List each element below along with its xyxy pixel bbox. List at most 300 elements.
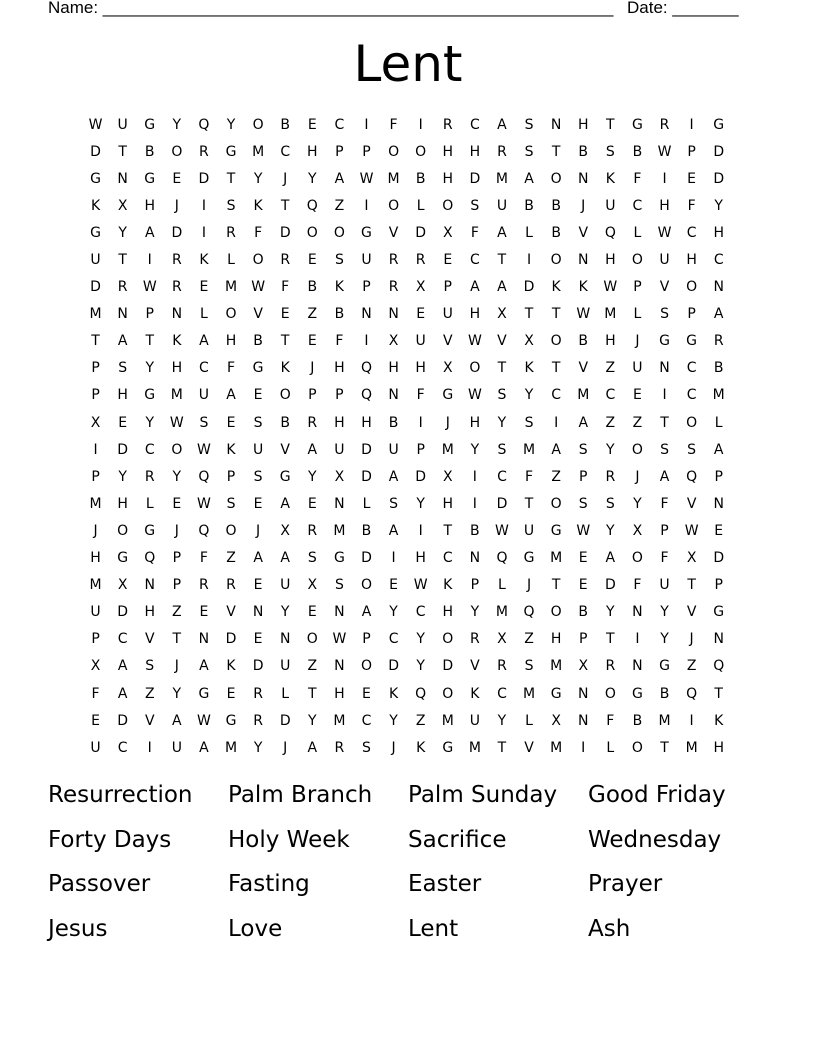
grid-letter: K	[199, 252, 209, 269]
grid-letter: J	[256, 522, 261, 539]
grid-letter: C	[415, 604, 426, 621]
date-field-label: Date: _______	[627, 0, 739, 17]
grid-letter: L	[633, 306, 642, 323]
grid-letter: W	[576, 306, 591, 323]
grid-letter: Q	[686, 468, 698, 485]
grid-letter: S	[253, 414, 263, 431]
grid-letter: T	[443, 522, 453, 539]
word-bank-item: Palm Branch	[228, 782, 373, 808]
grid-letter: Q	[604, 224, 616, 241]
grid-letter: D	[713, 170, 725, 187]
grid-letter: M	[441, 441, 454, 458]
grid-letter: L	[145, 495, 154, 512]
grid-letter: D	[198, 170, 210, 187]
grid-letter: C	[632, 197, 643, 214]
grid-letter: D	[171, 224, 183, 241]
grid-letter: I	[364, 333, 369, 350]
grid-letter: B	[253, 333, 263, 350]
grid-letter: Y	[389, 712, 398, 729]
grid-letter: X	[117, 577, 128, 594]
word-bank-item: Jesus	[48, 915, 108, 942]
grid-letter: Y	[660, 604, 669, 621]
grid-letter: Z	[605, 414, 616, 431]
grid-letter: U	[171, 739, 182, 756]
grid-letter: B	[551, 197, 561, 214]
grid-letter: I	[147, 252, 152, 269]
grid-letter: F	[254, 224, 263, 241]
grid-letter: X	[334, 468, 345, 485]
grid-letter: J	[445, 414, 450, 431]
grid-letter: G	[713, 604, 725, 621]
grid-letter: T	[551, 360, 561, 377]
grid-letter: Z	[605, 360, 616, 377]
grid-letter: V	[280, 441, 290, 458]
grid-letter: Q	[360, 360, 372, 377]
grid-letter: J	[174, 522, 179, 539]
word-bank-item: Good Friday	[588, 782, 726, 808]
grid-letter: H	[117, 387, 128, 404]
grid-letter: Q	[198, 522, 210, 539]
grid-letter: A	[605, 550, 616, 567]
grid-letter: G	[361, 224, 372, 241]
grid-letter: W	[467, 333, 482, 350]
word-bank-item: Holy Week	[228, 826, 350, 853]
grid-letter: A	[497, 279, 507, 296]
grid-letter: H	[442, 143, 454, 160]
grid-letter: Q	[415, 685, 427, 702]
grid-letter: H	[144, 197, 155, 214]
grid-letter: T	[226, 170, 236, 187]
grid-letter: P	[172, 550, 182, 567]
grid-letter: I	[662, 387, 667, 404]
grid-letter: A	[199, 658, 209, 675]
grid-letter: F	[335, 333, 344, 350]
grid-letter: V	[578, 360, 589, 377]
grid-letter: P	[145, 306, 154, 323]
grid-letter: L	[714, 414, 723, 431]
grid-letter: P	[335, 387, 344, 404]
grid-letter: Z	[307, 658, 318, 675]
grid-letter: J	[581, 197, 586, 214]
grid-letter: Y	[497, 712, 507, 729]
grid-letter: Z	[172, 604, 182, 621]
grid-letter: M	[577, 387, 590, 404]
grid-letter: K	[578, 279, 588, 296]
grid-letter: U	[280, 577, 291, 594]
grid-letter: H	[334, 685, 345, 702]
grid-letter: C	[117, 739, 128, 756]
grid-letter: W	[657, 224, 672, 241]
grid-letter: S	[362, 739, 371, 756]
grid-letter: B	[524, 197, 534, 214]
grid-letter: W	[169, 414, 184, 431]
grid-letter: A	[172, 712, 182, 729]
grid-letter: G	[225, 712, 237, 729]
grid-letter: Z	[226, 550, 236, 567]
grid-letter: K	[416, 739, 426, 756]
grid-letter: O	[333, 224, 345, 241]
grid-letter: C	[469, 252, 480, 269]
grid-letter: R	[334, 739, 345, 756]
grid-letter: O	[550, 252, 562, 269]
grid-letter: S	[578, 441, 588, 458]
grid-letter: T	[91, 333, 100, 350]
word-bank-item: Sacrifice	[408, 826, 507, 853]
grid-letter: L	[362, 495, 371, 512]
grid-letter: O	[686, 279, 698, 296]
grid-letter: D	[279, 712, 291, 729]
grid-letter: H	[225, 333, 237, 350]
grid-letter: T	[308, 685, 317, 702]
grid-letter: C	[497, 468, 507, 485]
grid-letter: H	[307, 143, 318, 160]
grid-letter: T	[660, 414, 669, 431]
grid-letter: S	[497, 387, 507, 404]
grid-letter: W	[603, 279, 618, 296]
grid-letter: R	[117, 279, 128, 296]
grid-letter: A	[307, 441, 318, 458]
grid-letter: I	[418, 116, 423, 133]
grid-letter: L	[525, 712, 533, 729]
grid-letter: R	[442, 116, 453, 133]
grid-letter: N	[713, 495, 724, 512]
grid-letter: V	[226, 604, 236, 621]
grid-letter: P	[687, 306, 696, 323]
grid-letter: W	[413, 577, 428, 594]
grid-letter: M	[550, 658, 563, 675]
grid-letter: C	[334, 116, 345, 133]
grid-letter: R	[713, 333, 724, 350]
grid-letter: Z	[307, 306, 318, 323]
grid-letter: G	[90, 170, 101, 187]
grid-letter: P	[633, 279, 642, 296]
grid-letter: S	[334, 252, 344, 269]
grid-letter: N	[577, 685, 589, 702]
grid-letter: Y	[308, 468, 317, 485]
grid-letter: E	[118, 414, 128, 431]
grid-letter: R	[253, 712, 263, 729]
grid-letter: G	[442, 739, 454, 756]
grid-letter: D	[415, 224, 427, 241]
grid-letter: U	[496, 197, 508, 214]
grid-letter: E	[226, 685, 236, 702]
grid-letter: D	[117, 441, 129, 458]
grid-letter: T	[551, 577, 561, 594]
grid-letter: H	[442, 495, 454, 512]
grid-letter: O	[225, 306, 237, 323]
grid-letter: A	[199, 333, 209, 350]
grid-letter: A	[497, 224, 507, 241]
grid-letter: E	[714, 522, 724, 539]
grid-letter: B	[713, 360, 724, 377]
grid-letter: Y	[416, 658, 425, 675]
grid-letter: C	[686, 360, 697, 377]
grid-letter: I	[635, 631, 640, 648]
grid-letter: A	[307, 739, 318, 756]
grid-letter: Y	[633, 495, 642, 512]
grid-letter: Z	[415, 712, 426, 729]
grid-letter: I	[93, 441, 98, 458]
word-bank-item: Love	[228, 915, 283, 942]
grid-letter: G	[144, 522, 156, 539]
grid-letter: A	[361, 604, 372, 621]
grid-letter: I	[472, 468, 477, 485]
grid-letter: Y	[660, 631, 669, 648]
grid-letter: M	[523, 441, 536, 458]
grid-letter: Y	[308, 170, 317, 187]
grid-letter: J	[689, 631, 694, 648]
grid-letter: F	[633, 170, 642, 187]
grid-letter: N	[279, 631, 291, 648]
grid-letter: I	[472, 495, 477, 512]
grid-letter: K	[280, 360, 290, 377]
grid-letter: R	[469, 631, 480, 648]
grid-letter: B	[388, 414, 399, 431]
grid-letter: X	[90, 658, 101, 675]
grid-letter: D	[361, 468, 372, 485]
grid-letter: Y	[308, 712, 317, 729]
grid-letter: H	[144, 604, 155, 621]
grid-letter: L	[633, 224, 642, 241]
grid-letter: H	[117, 495, 128, 512]
grid-letter: W	[197, 495, 211, 512]
grid-letter: V	[442, 333, 453, 350]
grid-letter: Y	[606, 441, 615, 458]
grid-letter: C	[686, 387, 697, 404]
grid-letter: W	[197, 712, 211, 729]
grid-letter: W	[359, 170, 374, 187]
grid-letter: E	[253, 631, 263, 648]
grid-letter: F	[281, 279, 290, 296]
grid-letter: G	[713, 116, 725, 133]
grid-letter: Q	[144, 550, 156, 567]
grid-letter: R	[307, 522, 318, 539]
grid-letter: W	[657, 143, 672, 160]
grid-letter: E	[389, 577, 398, 594]
grid-letter: X	[524, 333, 534, 350]
grid-letter: J	[93, 522, 98, 539]
grid-letter: D	[442, 658, 454, 675]
grid-letter: M	[224, 739, 238, 756]
grid-letter: J	[635, 333, 640, 350]
grid-letter: E	[172, 170, 182, 187]
grid-letter: N	[550, 116, 562, 133]
grid-letter: Y	[172, 116, 182, 133]
grid-letter: L	[498, 577, 506, 594]
grid-letter: H	[442, 604, 454, 621]
grid-letter: I	[364, 197, 369, 214]
grid-letter: G	[252, 360, 264, 377]
grid-letter: N	[577, 170, 589, 187]
grid-letter: X	[307, 577, 318, 594]
grid-letter: Y	[606, 522, 615, 539]
grid-letter: B	[551, 224, 561, 241]
grid-letter: Q	[360, 387, 372, 404]
grid-letter: P	[172, 577, 182, 594]
grid-letter: O	[388, 197, 400, 214]
grid-letter: R	[605, 468, 616, 485]
grid-letter: S	[687, 441, 697, 458]
grid-letter: G	[198, 685, 210, 702]
grid-letter: H	[550, 631, 562, 648]
grid-letter: C	[713, 252, 724, 269]
grid-letter: H	[442, 170, 454, 187]
grid-letter: N	[713, 631, 724, 648]
grid-letter: A	[117, 333, 128, 350]
grid-letter: U	[90, 252, 101, 269]
grid-letter: P	[362, 143, 371, 160]
grid-letter: D	[252, 658, 264, 675]
grid-letter: Y	[497, 414, 507, 431]
grid-letter: Q	[198, 468, 210, 485]
grid-letter: T	[497, 739, 507, 756]
grid-letter: P	[687, 143, 696, 160]
grid-letter: H	[415, 360, 426, 377]
grid-letter: F	[389, 116, 398, 133]
grid-letter: O	[550, 170, 562, 187]
grid-letter: U	[334, 441, 345, 458]
grid-letter: E	[307, 116, 317, 133]
grid-letter: M	[89, 306, 102, 323]
grid-letter: N	[198, 631, 210, 648]
grid-letter: I	[391, 550, 396, 567]
grid-letter: T	[551, 143, 561, 160]
grid-letter: U	[659, 252, 670, 269]
grid-letter: C	[605, 387, 616, 404]
grid-letter: N	[117, 170, 128, 187]
grid-letter: E	[687, 170, 697, 187]
grid-letter: D	[713, 143, 725, 160]
grid-letter: W	[88, 116, 103, 133]
grid-letter: M	[224, 279, 238, 296]
grid-letter: W	[251, 279, 266, 296]
grid-letter: P	[714, 468, 723, 485]
grid-letter: K	[334, 279, 344, 296]
grid-letter: R	[280, 252, 291, 269]
grid-letter: I	[554, 414, 559, 431]
grid-letter: L	[416, 197, 425, 214]
grid-letter: I	[418, 414, 423, 431]
grid-letter: E	[362, 685, 371, 702]
grid-letter: U	[252, 441, 264, 458]
grid-letter: M	[550, 550, 563, 567]
grid-letter: V	[524, 739, 534, 756]
grid-letter: L	[281, 685, 290, 702]
grid-letter: A	[551, 441, 561, 458]
grid-letter: N	[334, 604, 345, 621]
grid-letter: X	[442, 224, 453, 241]
grid-letter: F	[687, 197, 696, 214]
grid-letter: E	[226, 414, 236, 431]
grid-letter: W	[467, 387, 482, 404]
grid-letter: M	[170, 387, 183, 404]
grid-letter: P	[579, 468, 588, 485]
grid-letter: O	[604, 685, 616, 702]
grid-letter: D	[713, 550, 725, 567]
grid-letter: N	[577, 712, 589, 729]
grid-letter: S	[524, 414, 534, 431]
grid-letter: C	[686, 224, 697, 241]
grid-letter: T	[551, 306, 561, 323]
grid-letter: G	[631, 685, 643, 702]
grid-letter: X	[90, 414, 101, 431]
grid-letter: R	[199, 577, 209, 594]
grid-letter: D	[523, 279, 535, 296]
grid-letter: S	[578, 495, 588, 512]
grid-letter: I	[526, 252, 532, 269]
grid-letter: T	[145, 333, 155, 350]
grid-letter: G	[550, 522, 562, 539]
grid-letter: R	[388, 279, 399, 296]
grid-letter: A	[713, 441, 724, 458]
grid-letter: H	[90, 550, 101, 567]
grid-letter: G	[144, 170, 156, 187]
grid-letter: P	[91, 360, 100, 377]
grid-letter: U	[90, 604, 101, 621]
grid-letter: J	[174, 197, 179, 214]
grid-letter: O	[631, 550, 643, 567]
grid-letter: T	[497, 252, 507, 269]
grid-letter: N	[713, 279, 724, 296]
word-bank-item: Passover	[48, 871, 151, 897]
grid-letter: O	[252, 252, 264, 269]
word-bank-item: Fasting	[228, 871, 310, 897]
grid-letter: C	[280, 143, 291, 160]
grid-letter: N	[117, 306, 128, 323]
grid-letter: O	[388, 143, 400, 160]
grid-letter: S	[389, 495, 399, 512]
grid-letter: V	[578, 224, 589, 241]
grid-letter: C	[551, 387, 562, 404]
grid-letter: K	[605, 170, 615, 187]
grid-letter: Q	[523, 604, 535, 621]
grid-letter: I	[581, 739, 586, 756]
grid-letter: P	[226, 468, 236, 485]
grid-letter: H	[605, 333, 616, 350]
grid-letter: C	[199, 360, 209, 377]
grid-letter: W	[495, 522, 509, 539]
grid-letter: R	[253, 685, 263, 702]
grid-letter: G	[117, 550, 129, 567]
grid-letter: E	[307, 252, 317, 269]
grid-letter: K	[524, 360, 534, 377]
grid-letter: N	[388, 306, 399, 323]
page-title: Lent	[353, 35, 463, 93]
grid-letter: Y	[172, 468, 182, 485]
grid-letter: Y	[145, 360, 155, 377]
grid-letter: E	[578, 577, 588, 594]
grid-letter: Y	[470, 604, 480, 621]
grid-letter: T	[687, 577, 696, 594]
word-bank-item: Easter	[408, 871, 482, 897]
grid-letter: H	[713, 224, 724, 241]
grid-letter: O	[631, 252, 643, 269]
grid-letter: Z	[632, 414, 643, 431]
grid-letter: E	[199, 279, 209, 296]
grid-letter: A	[524, 170, 534, 187]
name-field-label: Name: ______________________________________________________	[48, 0, 614, 17]
grid-letter: F	[91, 685, 100, 702]
grid-letter: M	[468, 739, 481, 756]
grid-letter: T	[497, 360, 507, 377]
grid-letter: B	[659, 685, 670, 702]
grid-letter: M	[495, 604, 508, 621]
grid-letter: M	[89, 577, 102, 594]
grid-letter: P	[362, 279, 371, 296]
grid-letter: G	[550, 685, 562, 702]
grid-letter: P	[714, 577, 723, 594]
grid-letter: O	[252, 116, 264, 133]
